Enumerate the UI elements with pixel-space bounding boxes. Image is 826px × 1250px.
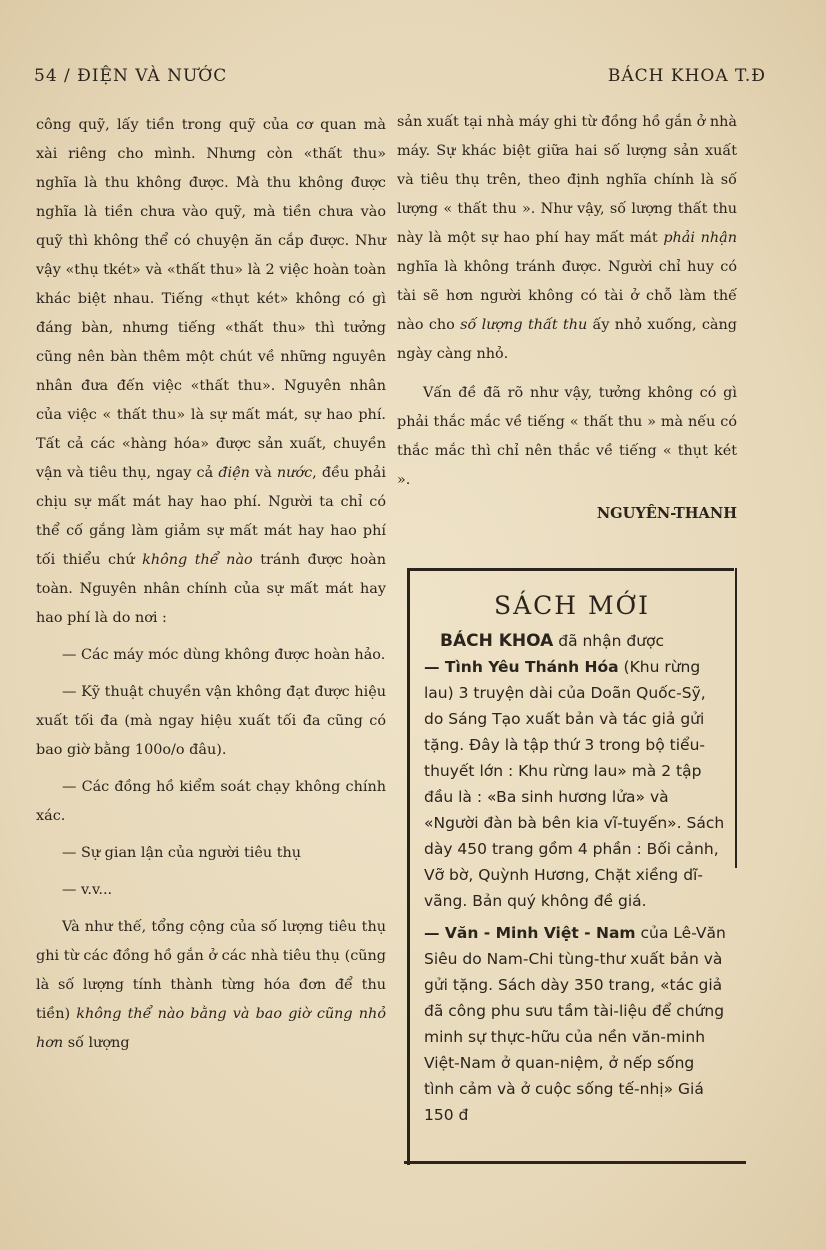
left-paragraph-2 [36,913,386,1058]
right-paragraph-1 [397,108,737,369]
book-entry [424,920,728,1128]
text-run: , đều phải chịu sự mất mát hay hao phí. Người ta chỉ có thể cố gắng làm giảm sự mất mát hay hao phí tối thiểu chứ [36,465,386,568]
new-books-box [407,568,734,1165]
text-run: (Khu rừng lau) 3 truyện dài của Doãn Quốc-Sỹ, do Sáng Tạo xuất bản và tác giả gửi tặng. Đây là tập thứ 3 trong bộ tiểu-thuyết lớn : Khu rừng lau» mà 2 tập đầu là : «Ba sinh hương lửa» và «Người đàn bà bên kia vĩ-tuyến». Sách dày 450 trang gồm 4 phần : Bối cảnh, Vỡ bờ, Quỳnh Hương, Chặt xiềng dĩ-vãng. Bản quý không đề giá. [424,658,725,910]
list-item: — Các đồng hồ kiểm soát chạy không chính xác. [36,779,386,824]
italic-run: nước [276,465,313,481]
left-paragraph-1 [36,111,386,633]
left-column [36,111,386,1058]
spacer [397,369,737,379]
text-run: đã nhận được [553,632,665,650]
book-entry [424,654,728,914]
bold-run: BÁCH KHOA [440,631,554,651]
list-item: — Các máy móc dùng không được hoàn hảo. [62,647,386,663]
text-run: của Lê-Văn Siêu do Nam-Chi tùng-thư xuất bản và gửi tặng. Sách dày 350 trang, «tác giả đã công phu sưu tầm tài-liệu để chứng minh sự thực-hữu của nền văn-minh Việt-Nam ở quan-niệm, ở nếp sống tình cảm và ở cuộc sống tế-nhị» Giá 150 đ [424,924,726,1124]
text-run: và [249,465,277,481]
new-books-text [410,620,734,1128]
bold-run: — Tình Yêu Thánh Hóa [424,658,619,676]
page-header [34,62,766,92]
italic-run: điện [218,465,250,481]
bold-run: — Văn - Minh Việt - Nam [424,924,636,942]
text-run: ấy nhỏ xuống, càng ngày càng nhỏ. [397,317,737,362]
text-run: số lượng [63,1035,130,1051]
header-magazine-title: BÁCH KHOA T.Đ [607,66,766,86]
new-books-title: SÁCH MỚI [493,591,651,620]
box-bottom-rule [404,1161,746,1164]
box-right-rule [735,568,737,868]
right-paragraph-2: Vấn đề đã rõ như vậy, tưởng không có gì phải thắc mắc về tiếng « thất thu » mà nếu có thắc mắc thì chỉ nên thắc về tiếng « thụt két ». [397,385,737,488]
text-run: Và như thế, tổng cộng của số lượng tiêu thụ ghi từ các đồng hồ gắn ở các nhà tiêu thụ (cũng là số lượng tính thành từng hóa đơn để thu tiền) [36,919,386,1022]
italic-run: số lượng thất thu [460,317,588,333]
text-run: công quỹ, lấy tiền trong quỹ của cơ quan mà xài riêng cho mình. Nhưng còn «thất thu» nghĩa là thu không được. Mà thu không được nghĩa là tiền chưa vào quỹ, mà tiền chưa vào quỹ thì không thể có chuyện ăn cắp được. Như vậy «thụ tkét» và «thất thu» là 2 việc hoàn toàn khác biệt nhau. Tiếng «thụt két» không có gì đáng bàn, nhưng tiếng «thất thu» thì tưởng cũng nên bàn thêm một chút về những nguyên nhân đưa đến việc «thất thu». Nguyên nhân của việc « thất thu» là sự mất mát, sự hao phí. Tất cả các «hàng hóa» được sản xuất, chuyền vận và tiêu thụ, ngay cả [36,117,386,481]
text-run: tránh được hoàn toàn. Nguyên nhân chính của sự mất mát hay hao phí là do nơi : [36,552,386,626]
header-page-section: 54 / ĐIỆN VÀ NƯỚC [34,66,228,86]
list-item: — Sự gian lận của người tiêu thụ [62,845,302,861]
new-books-intro [424,628,728,654]
list-item: — Kỹ thuật chuyền vận không đạt được hiệu xuất tối đa (mà ngay hiệu xuất tối đa cũng có bao giờ bằng 100o/o đâu). [36,684,386,758]
italic-run: không thể nào bằng và bao giờ cũng nhỏ hơn [36,1006,386,1051]
author-signature: NGUYÊN-THANH [596,505,737,522]
right-column [397,108,737,528]
list-item: — v.v... [62,882,113,898]
text-run: sản xuất tại nhà máy ghi từ đồng hồ gắn ở nhà máy. Sự khác biệt giữa hai số lượng sản xuất và tiêu thụ trên, theo định nghĩa chính là số lượng « thất thu ». Như vậy, số lượng thất thu này là một sự hao phí hay mất mát [397,114,737,246]
italic-run: phải nhận [663,230,737,246]
text-run: nghĩa là không tránh được. Người chỉ huy có tài sẽ hơn người không có tài ở chỗ làm thế nào cho [397,259,737,333]
italic-run: không thể nào [142,552,253,568]
